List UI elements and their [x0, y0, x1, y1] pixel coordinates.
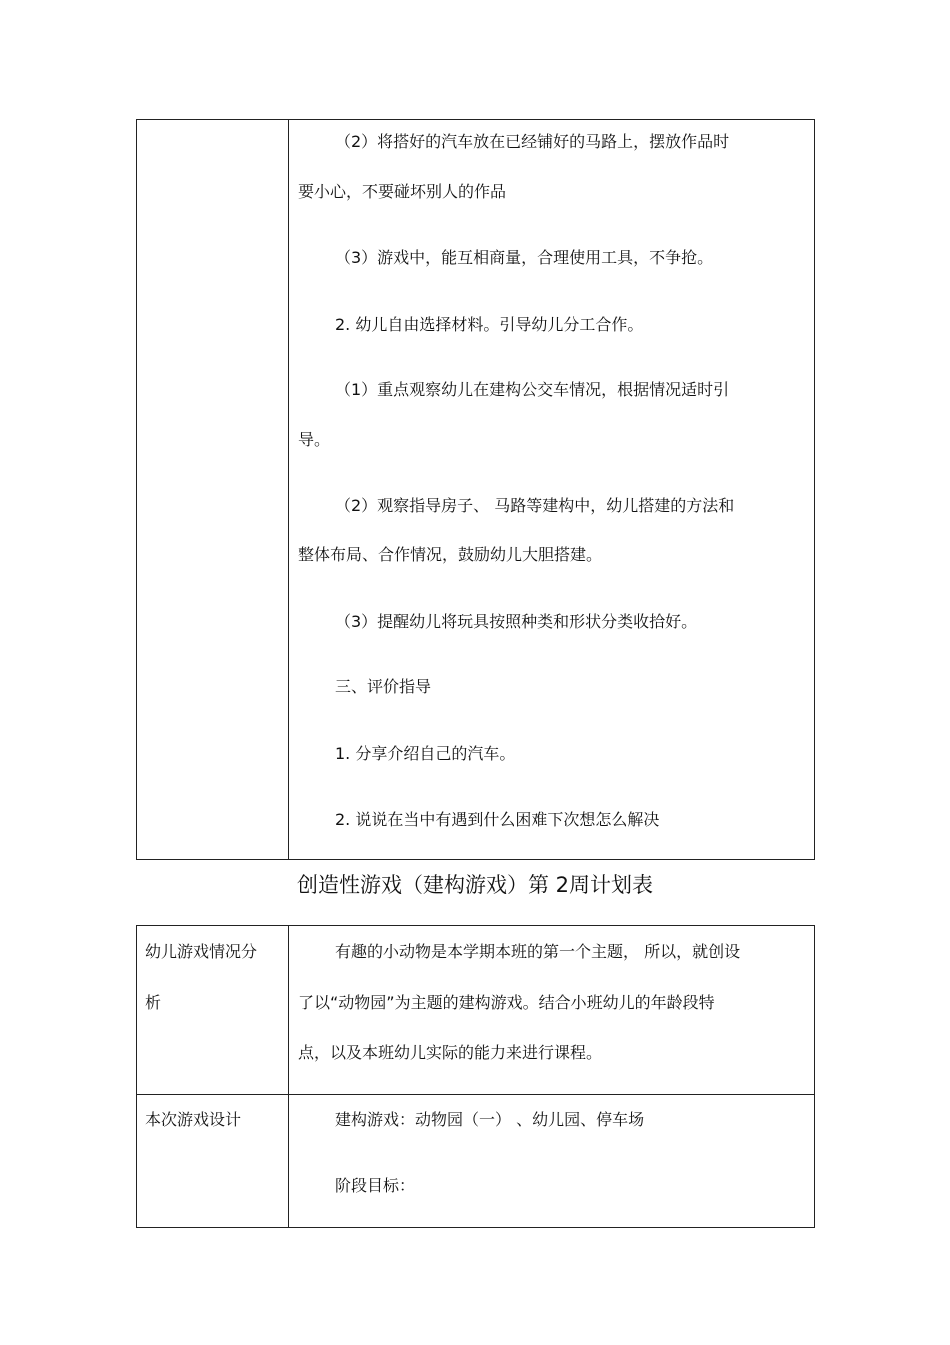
- content-line: 要小心，不要碰坏别人的作品: [298, 182, 507, 201]
- content-line: （2）将搭好的汽车放在已经铺好的马路上，摆放作品时: [335, 132, 730, 151]
- analysis-label-cell: [137, 926, 289, 1095]
- analysis-line: 了以“动物园”为主题的建构游戏。结合小班幼儿的年龄段特: [298, 993, 715, 1012]
- content-line: （3）提醒幼儿将玩具按照种类和形状分类收拾好。: [335, 612, 698, 631]
- analysis-label: 幼儿游戏情况分: [145, 942, 258, 961]
- analysis-label: 析: [145, 993, 162, 1012]
- continued-plan-row: [137, 120, 815, 860]
- content-line: 导。: [298, 430, 331, 449]
- continued-plan-table: [136, 119, 815, 860]
- continued-label-cell: [137, 120, 289, 860]
- content-line: （1）重点观察幼儿在建构公交车情况，根据情况适时引: [335, 380, 730, 399]
- content-line: （2）观察指导房子、 马路等建构中，幼儿搭建的方法和: [335, 496, 735, 515]
- page-title: 创造性游戏（建构游戏）第 2周计划表: [296, 873, 654, 897]
- content-line: 2. 说说在当中有遇到什么困难下次想怎么解决: [335, 810, 660, 829]
- content-line: 2. 幼儿自由选择材料。引导幼儿分工合作。: [335, 315, 644, 334]
- analysis-line: 点，以及本班幼儿实际的能力来进行课程。: [298, 1043, 603, 1062]
- design-line: 阶段目标：: [335, 1176, 416, 1195]
- content-line: 1. 分享介绍自己的汽车。: [335, 744, 516, 763]
- design-label-cell: [137, 1095, 289, 1228]
- analysis-row: [137, 926, 815, 1095]
- design-line: 建构游戏：动物园（一） 、幼儿园、停车场: [335, 1110, 645, 1129]
- section-heading-evaluation: 三、评价指导: [335, 677, 432, 696]
- content-line: （3）游戏中，能互相商量，合理使用工具，不争抢。: [335, 248, 714, 267]
- design-label: 本次游戏设计: [145, 1110, 242, 1129]
- analysis-content-cell: [289, 926, 815, 1095]
- analysis-line: 有趣的小动物是本学期本班的第一个主题， 所以，就创设: [335, 942, 741, 961]
- design-row: [137, 1095, 815, 1228]
- content-line: 整体布局、合作情况，鼓励幼儿大胆搭建。: [298, 545, 603, 564]
- weekly-plan-table: [136, 925, 815, 1228]
- continued-content-cell: [289, 120, 815, 860]
- design-content-cell: [289, 1095, 815, 1228]
